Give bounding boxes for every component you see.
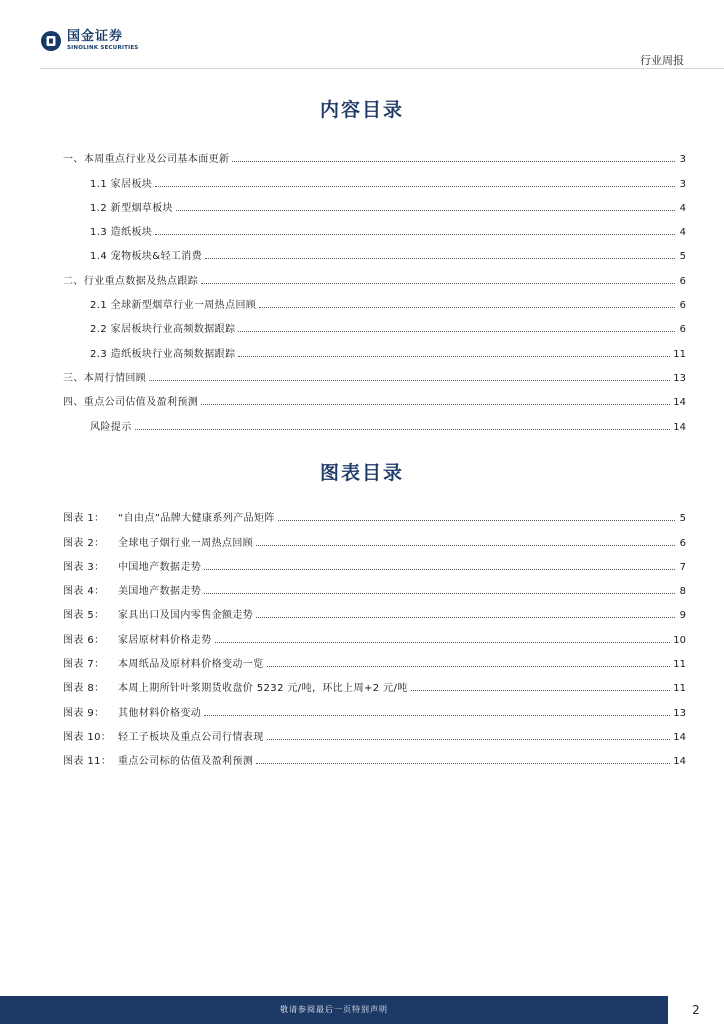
dot-leader (267, 666, 671, 667)
toc-entry-label: 1.3 造纸板块 (90, 227, 153, 239)
page-ref: 5 (679, 251, 686, 263)
toc-entry-label: 二、行业重点数据及热点跟踪 (63, 275, 199, 287)
page-ref: 11 (673, 348, 686, 360)
figure-number: 图表 11： (63, 756, 112, 768)
dot-leader (232, 161, 675, 162)
toc-entry[interactable] (63, 262, 686, 286)
toc-list (63, 141, 686, 433)
figure-number: 图表 1： (63, 513, 105, 525)
page-ref: 11 (673, 683, 686, 695)
page-ref: 10 (673, 634, 686, 646)
toc-entry[interactable] (63, 335, 686, 359)
logo-english-name: SINOLINK SECURITIES (67, 45, 139, 52)
figure-entry-label (63, 534, 253, 549)
dot-leader (135, 429, 671, 430)
dot-leader (238, 331, 675, 332)
page-ref: 4 (679, 227, 686, 239)
page-ref: 3 (679, 178, 686, 190)
figure-entry[interactable] (63, 621, 686, 645)
dot-leader (267, 739, 671, 740)
figure-number: 图表 5： (63, 610, 105, 622)
toc-entry[interactable] (63, 190, 686, 214)
page-ref: 7 (679, 561, 686, 573)
figure-entry-label (63, 728, 264, 743)
figure-number: 图表 9： (63, 707, 105, 719)
dot-leader (204, 593, 675, 594)
figure-caption: 轻工子板块及重点公司行情表现 (118, 731, 264, 743)
logo-chinese-name: 国金证券 (67, 29, 124, 45)
figure-caption: 家居原材料价格走势 (118, 634, 212, 646)
figure-entry[interactable] (63, 597, 686, 621)
dot-leader (155, 234, 675, 235)
toc-entry[interactable] (63, 384, 686, 408)
figure-entry[interactable] (63, 743, 686, 767)
figure-entry-label (63, 582, 201, 597)
page-ref: 13 (673, 372, 686, 384)
figure-entry-label (63, 509, 275, 524)
figure-entry[interactable] (63, 670, 686, 694)
figure-entry[interactable] (63, 524, 686, 548)
figure-number: 图表 8： (63, 683, 105, 695)
dot-leader (278, 520, 675, 521)
page-ref: 4 (679, 202, 686, 214)
dot-leader (238, 356, 670, 357)
figure-number: 图表 6： (63, 634, 105, 646)
figure-entry[interactable] (63, 646, 686, 670)
figure-entry-label (63, 655, 264, 670)
page-ref: 6 (679, 324, 686, 336)
toc-entry-label: 三、本周行情回顾 (63, 372, 147, 384)
figure-caption: 本周上期所针叶浆期货收盘价 5232 元/吨，环比上周+2 元/吨 (118, 683, 408, 695)
company-logo (40, 30, 138, 52)
toc-title: 内容目录 (319, 99, 404, 121)
toc-entry[interactable] (63, 311, 686, 335)
figure-caption: 重点公司标的估值及盈利预测 (118, 756, 254, 768)
figure-entry[interactable] (63, 573, 686, 597)
toc-entry[interactable] (63, 287, 686, 311)
toc-entry-label: 1.4 宠物板块&轻工消费 (90, 251, 203, 263)
figure-caption: 家具出口及国内零售金额走势 (118, 610, 254, 622)
figure-entry-label (63, 606, 253, 621)
page-ref: 5 (679, 513, 686, 525)
dot-leader (256, 545, 675, 546)
figure-entry[interactable] (63, 549, 686, 573)
figure-number: 图表 10： (63, 731, 112, 743)
toc-entry[interactable] (63, 165, 686, 189)
dot-leader (201, 283, 675, 284)
figure-entry-label (63, 704, 201, 719)
toc-entry-label: 2.2 家居板块行业高频数据跟踪 (90, 324, 236, 336)
page-number: 2 (692, 1003, 700, 1017)
figure-entry-label (63, 752, 253, 767)
figure-entry-label (63, 679, 408, 694)
figure-caption: 其他材料价格变动 (118, 707, 202, 719)
page-ref: 6 (679, 537, 686, 549)
dot-leader (176, 210, 675, 211)
toc-entry-label: 1.2 新型烟草板块 (90, 202, 174, 214)
page-ref: 14 (673, 397, 686, 409)
toc-entry[interactable] (63, 214, 686, 238)
toc-entry-label: 2.1 全球新型烟草行业一周热点回顾 (90, 300, 257, 312)
footer-bar (0, 996, 668, 1024)
figure-caption: 中国地产数据走势 (118, 561, 202, 573)
figure-entry[interactable] (63, 719, 686, 743)
dot-leader (256, 617, 675, 618)
toc-entry-label: 1.1 家居板块 (90, 178, 153, 190)
page-ref: 3 (679, 154, 686, 166)
header-divider (40, 68, 724, 69)
figure-caption: 本周纸品及原材料价格变动一览 (118, 659, 264, 671)
figure-caption: 全球电子烟行业一周热点回顾 (118, 537, 254, 549)
dot-leader (205, 258, 675, 259)
figure-entry[interactable] (63, 694, 686, 718)
dot-leader (215, 642, 671, 643)
figure-number: 图表 7： (63, 659, 105, 671)
dot-leader (411, 690, 671, 691)
figure-caption: 美国地产数据走势 (118, 586, 202, 598)
report-type-label: 行业周报 (640, 54, 684, 67)
figure-number: 图表 2： (63, 537, 105, 549)
toc-entry[interactable] (63, 360, 686, 384)
toc-entry[interactable] (63, 141, 686, 165)
figure-number: 图表 3： (63, 561, 105, 573)
dot-leader (149, 380, 670, 381)
page-header (40, 28, 684, 68)
toc-entry-label: 2.3 造纸板块行业高频数据跟踪 (90, 348, 236, 360)
dot-leader (204, 569, 675, 570)
page-ref: 14 (673, 756, 686, 768)
page-ref: 6 (679, 300, 686, 312)
figures-title: 图表目录 (319, 462, 404, 484)
dot-leader (204, 715, 670, 716)
page-ref: 13 (673, 707, 686, 719)
figure-entry[interactable] (63, 500, 686, 524)
toc-entry-label: 一、本周重点行业及公司基本面更新 (63, 154, 230, 166)
page-ref: 6 (679, 275, 686, 287)
figure-number: 图表 4： (63, 586, 105, 598)
toc-entry-label: 风险提示 (90, 421, 132, 433)
page-ref: 11 (673, 659, 686, 671)
page-ref: 8 (679, 586, 686, 598)
toc-entry[interactable] (63, 408, 686, 432)
dot-leader (256, 763, 670, 764)
page-ref: 14 (673, 731, 686, 743)
page-ref: 9 (679, 610, 686, 622)
dot-leader (155, 186, 675, 187)
figures-list (63, 500, 686, 767)
figure-caption: “自由点”品牌大健康系列产品矩阵 (118, 513, 275, 525)
toc-entry-label: 四、重点公司估值及盈利预测 (63, 397, 199, 409)
footer-notice: 敬请参阅最后一页特别声明 (280, 1005, 388, 1014)
toc-entry[interactable] (63, 238, 686, 262)
figure-entry-label (63, 558, 201, 573)
sinolink-logo-icon (40, 30, 62, 52)
figure-entry-label (63, 631, 212, 646)
page-ref: 14 (673, 421, 686, 433)
dot-leader (201, 404, 670, 405)
dot-leader (259, 307, 675, 308)
